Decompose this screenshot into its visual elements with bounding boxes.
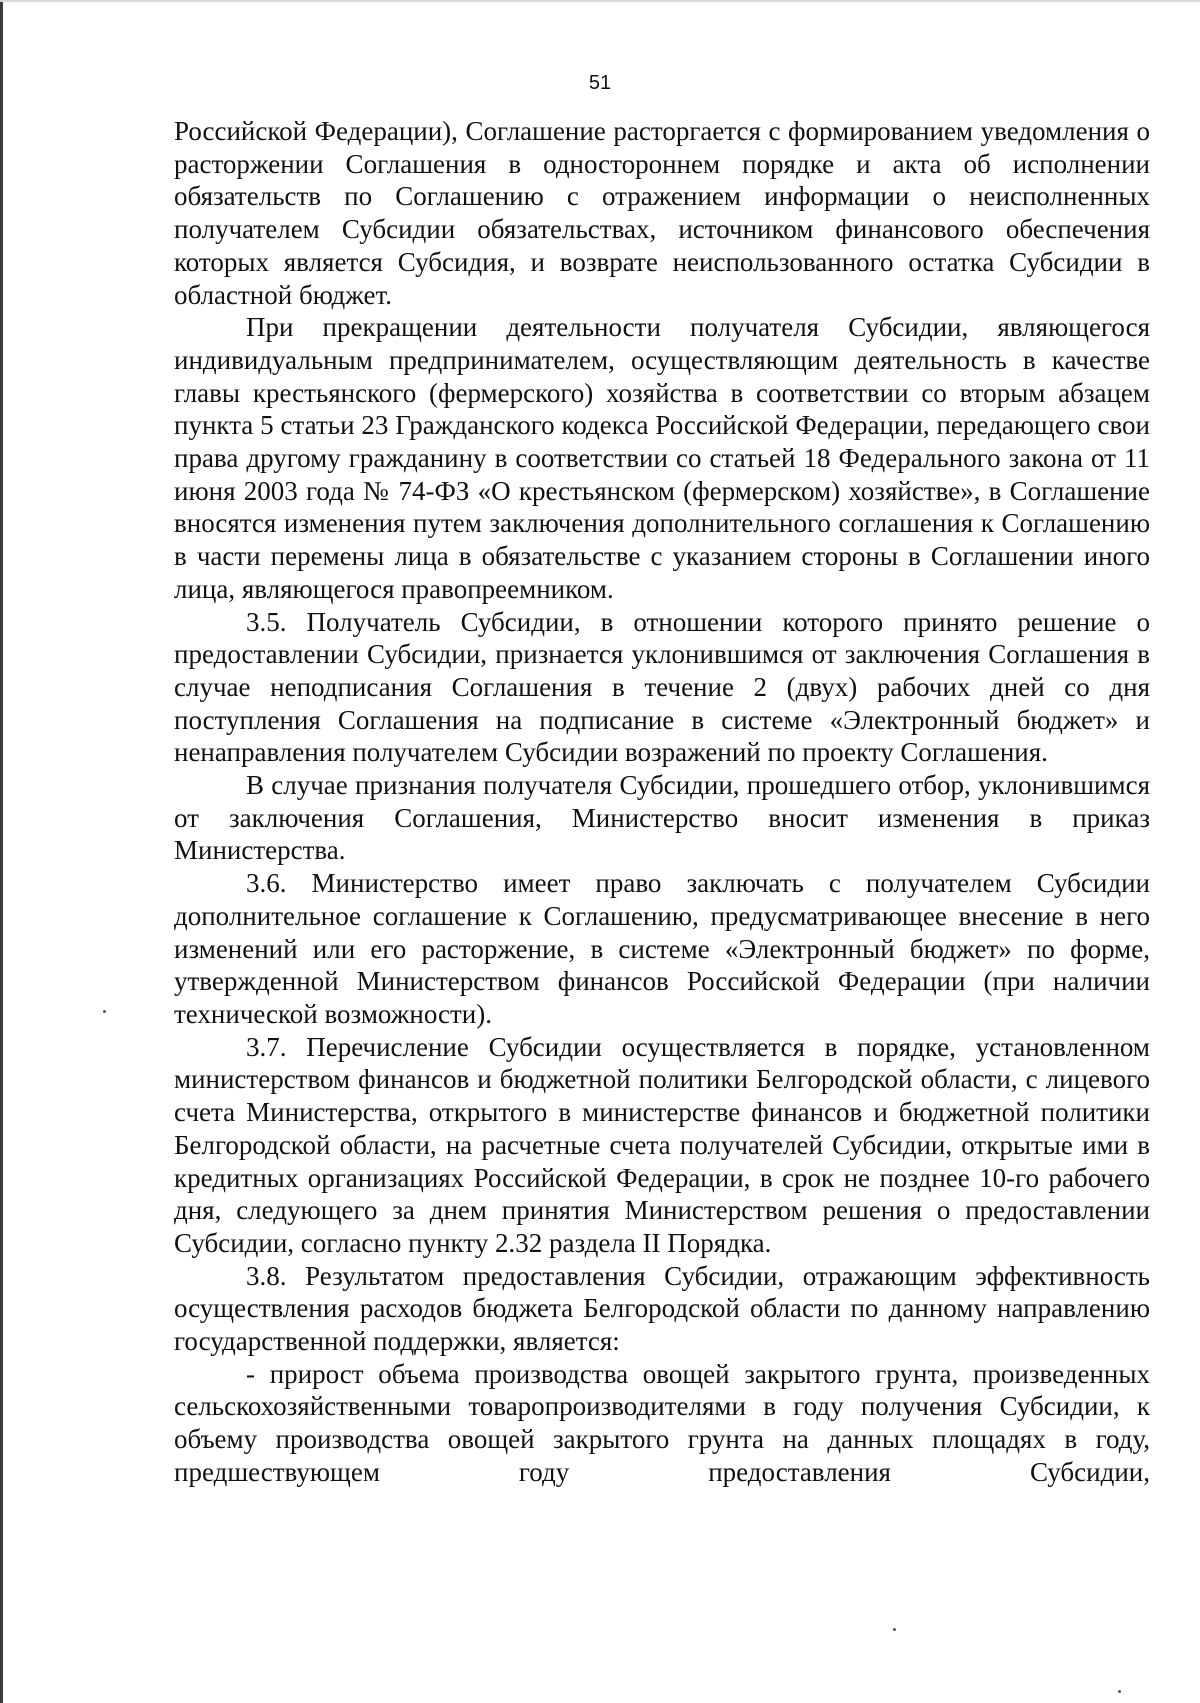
paragraph-3-7-transfer: 3.7. Перечисление Субсидии осуществляется в порядке, установленном министерством финансов и бюджетной политики Белгородской области, с лицевого счета Министерства, открытого в министерстве финансов и бюджетной политики Белгородской области, на расчетные счета получателей Субсидии, открытые ими в кредитных организациях Российской Федерации, в срок не позднее 10-го рабочего дня, следующего за днем принятия Министерством решения о предоставлении Субсидии, согласно пункту 2.32 раздела II Порядка. [174,1031,1150,1258]
scan-top-edge [0,0,1200,2]
scan-speck [1118,1690,1121,1693]
scan-speck [103,1010,106,1013]
paragraph-result-indicator: - прирост объема производства овощей закрытого грунта, произведенных сельскохозяйственными товаропроизводителями в году получения Субсидии, к объему производства овощей закрытого грунта на данных площадях в году, предшествующем году предоставления Субсидии, [174,1358,1150,1487]
paragraph-3-6-additional-agreement: 3.6. Министерство имеет право заключать с получателем Субсидии дополнительное соглашение к Соглашению, предусматривающее внесение в него изменений или его расторжение, в системе «Электронный бюджет» по форме, утвержденной Министерством финансов Российской Федерации (при наличии технической возможности). [174,868,1150,1029]
paragraph-termination-notice: Российской Федерации), Соглашение расторгается с формированием уведомления о расторжении Соглашения в одностороннем порядке и акта об исполнении обязательств по Соглашению с отражением информации о неисполненных получателем Субсидии обязательствах, источником финансового обеспечения которых является Субсидия, и возврате неиспользованного остатка Субсидии в областной бюджет. [174,116,1150,310]
document-body [174,115,1150,1489]
paragraph-evasion-order-change: В случае признания получателя Субсидии, прошедшего отбор, уклонившимся от заключения Соглашения, Министерство вносит изменения в приказ Министерства. [174,770,1150,866]
paragraph-farm-head-succession: При прекращении деятельности получателя Субсидии, являющегося индивидуальным предпринимателем, осуществляющим деятельность в качестве главы крестьянского (фермерского) хозяйства в соответствии со вторым абзацем пункта 5 статьи 23 Гражданского кодекса Российской Федерации, передающего свои права другому гражданину в соответствии со статьей 18 Федерального закона от 11 июня 2003 года № 74-ФЗ «О крестьянском (фермерском) хозяйстве», в Соглашение вносятся изменения путем заключения дополнительного соглашения к Соглашению в части перемены лица в обязательстве с указанием стороны в Соглашении иного лица, являющегося правопреемником. [174,312,1150,604]
page-number: 51 [588,72,612,94]
scan-left-edge [0,0,3,1703]
scan-speck [893,1628,896,1631]
paragraph-3-5-evasion: 3.5. Получатель Субсидии, в отношении которого принято решение о предоставлении Субсидии, признается уклонившимся от заключения Соглашения в случае неподписания Соглашения в течение 2 (двух) рабочих дней со дня поступления Соглашения на подписание в системе «Электронный бюджет» и ненаправления получателем Субсидии возражений по проекту Соглашения. [174,606,1150,768]
paragraph-3-8-result: 3.8. Результатом предоставления Субсидии, отражающим эффективность осуществления расходов бюджета Белгородской области по данному направлению государственной поддержки, является: [174,1260,1150,1357]
